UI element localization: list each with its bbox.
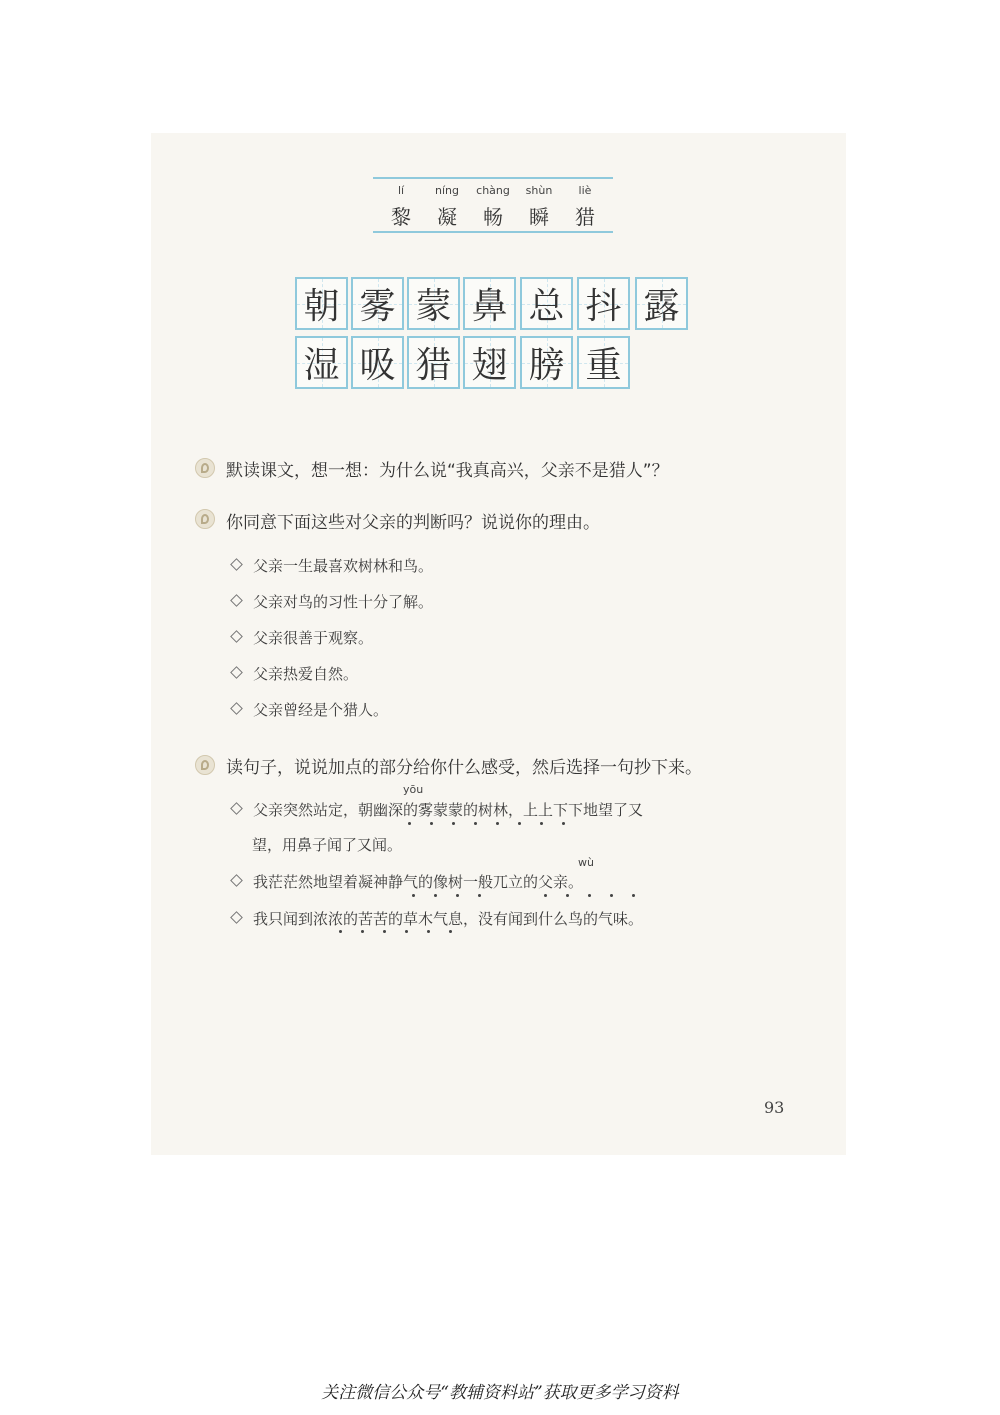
pinyin-annotation: yōu — [403, 783, 424, 796]
diamond-bullet-icon — [230, 911, 243, 924]
emphasis-dot — [632, 894, 635, 897]
emphasis-dot — [474, 822, 477, 825]
diamond-bullet-icon — [230, 558, 243, 571]
grid-char: 重 — [577, 336, 630, 389]
pinyin-5: liè — [578, 184, 592, 197]
emphasis-dot — [544, 894, 547, 897]
emphasis-dot — [566, 894, 569, 897]
question-icon — [195, 458, 215, 478]
diamond-bullet-icon — [230, 702, 243, 715]
question-icon — [195, 755, 215, 775]
sentence-item: 我只闻到浓浓的苦苦的草木气息，没有闻到什么鸟的气味。 — [232, 908, 643, 929]
emphasis-dot — [361, 930, 364, 933]
grid-char: 朝 — [295, 277, 348, 330]
judgment-item: 父亲曾经是个猎人。 — [232, 699, 388, 720]
diamond-bullet-icon — [230, 594, 243, 607]
sentence-item-continued: 望，用鼻子闻了又闻。 — [252, 836, 403, 854]
question-1: 默读课文，想一想：为什么说“我真高兴，父亲不是猎人”？ — [226, 461, 669, 481]
emphasis-dot — [412, 894, 415, 897]
emphasis-dot — [383, 930, 386, 933]
pinyin-1: lí — [397, 184, 405, 197]
judgment-item: 父亲热爱自然。 — [232, 663, 358, 684]
pinyin-annotation: wù — [578, 856, 594, 869]
grid-char: 雾 — [351, 277, 404, 330]
grid-char: 翅 — [463, 336, 516, 389]
emphasis-dot — [427, 930, 430, 933]
emphasis-dot — [562, 822, 565, 825]
new-char-5: 猎 — [575, 205, 595, 229]
emphasis-dot — [408, 822, 411, 825]
question-icon — [195, 509, 215, 529]
emphasis-dot — [588, 894, 591, 897]
question-2: 你同意下面这些对父亲的判断吗？说说你的理由。 — [226, 513, 600, 533]
emphasis-dot — [496, 822, 499, 825]
grid-char: 猎 — [407, 336, 460, 389]
diamond-bullet-icon — [230, 630, 243, 643]
diamond-bullet-icon — [230, 666, 243, 679]
emphasis-dot — [449, 930, 452, 933]
emphasis-dot — [518, 822, 521, 825]
new-char-4: 瞬 — [529, 205, 549, 229]
emphasis-dot — [434, 894, 437, 897]
pinyin-3: chàng — [476, 184, 510, 197]
sentence-item: 我茫茫然地望着凝神静气的像树一般兀立的父亲。 — [232, 871, 583, 892]
new-char-2: 凝 — [437, 205, 457, 229]
emphasis-dot — [610, 894, 613, 897]
judgment-item: 父亲很善于观察。 — [232, 627, 373, 648]
judgment-item: 父亲对鸟的习性十分了解。 — [232, 591, 433, 612]
grid-char: 鼻 — [463, 277, 516, 330]
grid-char: 膀 — [520, 336, 573, 389]
emphasis-dot — [478, 894, 481, 897]
diamond-bullet-icon — [230, 874, 243, 887]
emphasis-dot — [540, 822, 543, 825]
pinyin-2: níng — [435, 184, 459, 197]
diamond-bullet-icon — [230, 802, 243, 815]
emphasis-dot — [339, 930, 342, 933]
emphasis-dot — [430, 822, 433, 825]
new-char-3: 畅 — [483, 205, 503, 229]
pinyin-4: shùn — [525, 184, 553, 197]
emphasis-dot — [456, 894, 459, 897]
sentence-item: 父亲突然站定，朝幽深的雾蒙蒙的树林，上上下下地望了又 — [232, 799, 643, 820]
footer-note: 关注微信公众号“教辅资料站”获取更多学习资料 — [321, 1383, 679, 1403]
new-words-box — [373, 177, 613, 233]
grid-char: 湿 — [295, 336, 348, 389]
grid-char: 露 — [635, 277, 688, 330]
page-number: 93 — [764, 1098, 785, 1117]
grid-char: 抖 — [577, 277, 630, 330]
question-3: 读句子，说说加点的部分给你什么感受，然后选择一句抄下来。 — [226, 758, 702, 778]
grid-char: 总 — [520, 277, 573, 330]
grid-char: 吸 — [351, 336, 404, 389]
grid-char: 蒙 — [407, 277, 460, 330]
emphasis-dot — [405, 930, 408, 933]
new-char-1: 黎 — [391, 205, 411, 229]
emphasis-dot — [452, 822, 455, 825]
judgment-item: 父亲一生最喜欢树林和鸟。 — [232, 555, 433, 576]
